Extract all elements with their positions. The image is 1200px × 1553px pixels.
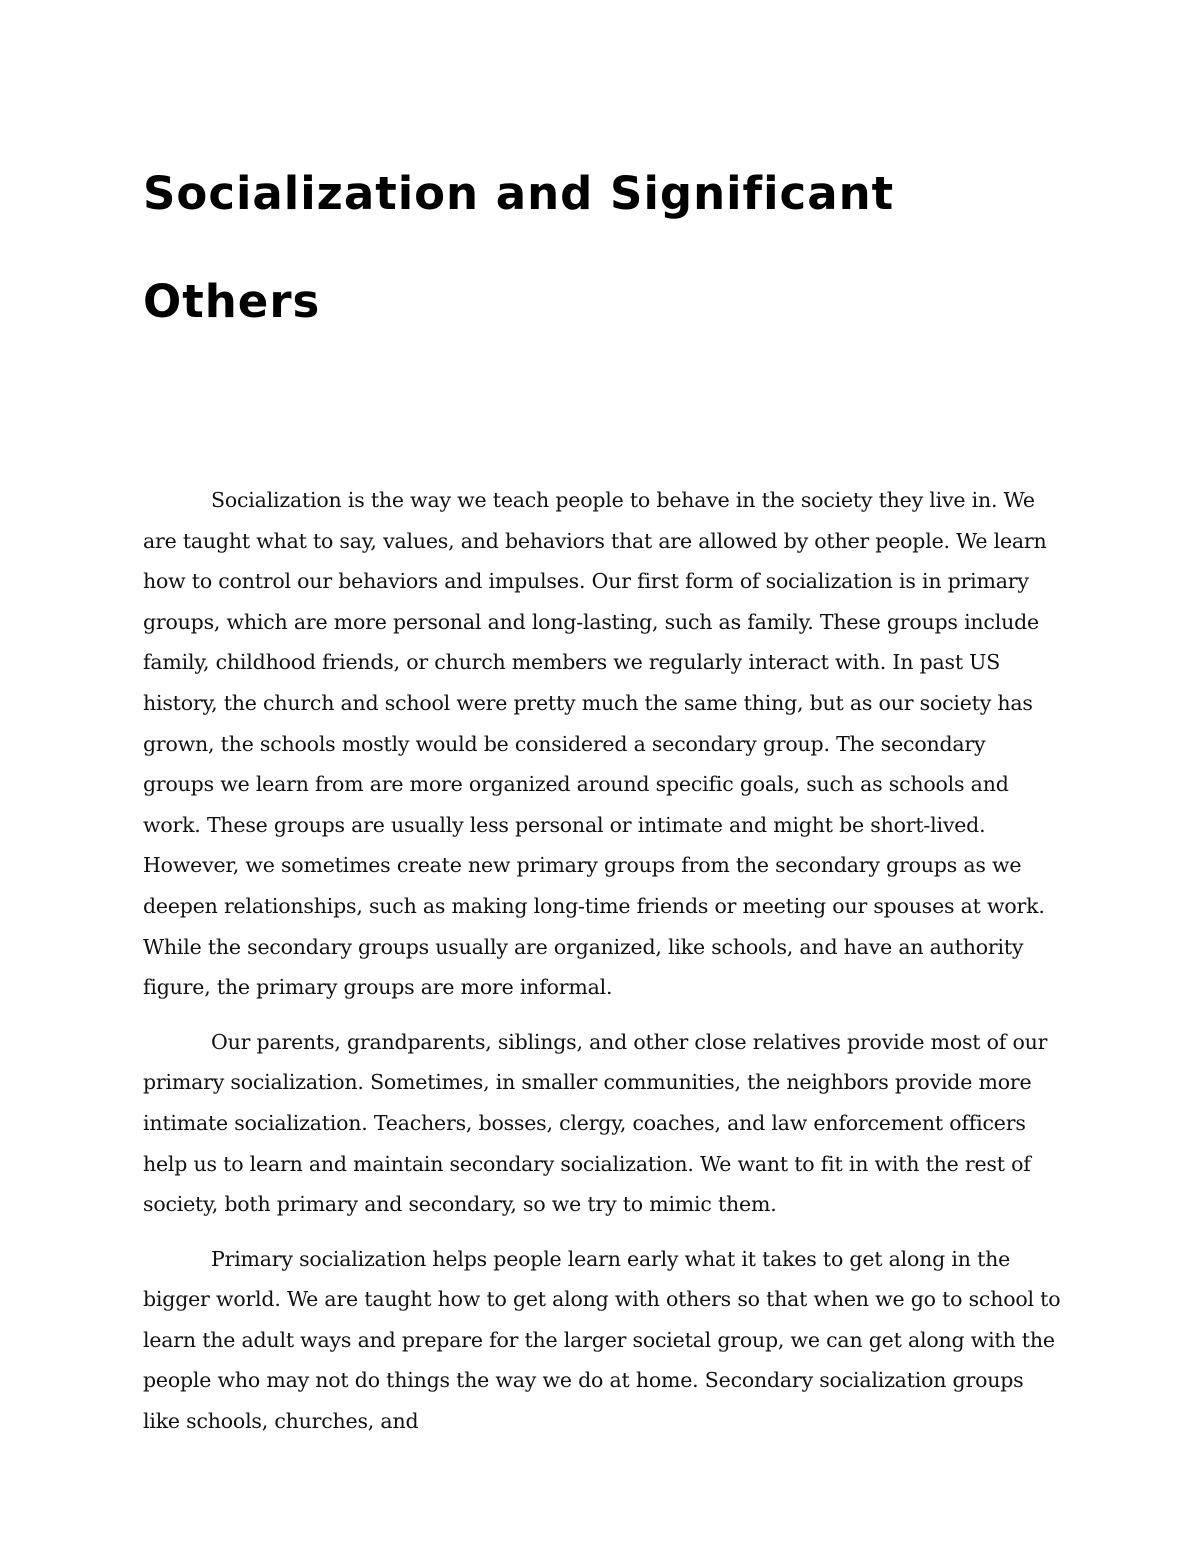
document-title: Socialization and Significant Others: [143, 167, 895, 328]
paragraph-1: Socialization is the way we teach people to behave in the society they live in. We are taught what to say, values, and behaviors that are allowed by other people. We learn how to control our behaviors and impulses. Our first form of socialization is in primary groups, which are more personal and long-lasting, such as family. These groups include family, childhood friends, or church members we regularly interact with. In past US history, the church and school were pretty much the same thing, but as our society has grown, the schools mostly would be considered a secondary group. The secondary groups we learn from are more organized around specific goals, such as schools and work. These groups are usually less personal or intimate and might be short-lived. However, we sometimes create new primary groups from the secondary groups as we deepen relationships, such as making long-time friends or meeting our spouses at work. While the secondary groups usually are organized, like schools, and have an authority figure, the primary groups are more informal.: [143, 488, 1047, 1000]
document-content: [143, 140, 1061, 1456]
paragraph-3: Primary socialization helps people learn early what it takes to get along in the bigger world. We are taught how to get along with others so that when we go to school to learn the adult ways and prepare for the larger societal group, we can get along with the people who may not do things the way we do at home. Secondary socialization groups like schools, churches, and: [143, 1246, 1061, 1434]
paragraph-2: Our parents, grandparents, siblings, and other close relatives provide most of our primary socialization. Sometimes, in smaller communities, the neighbors provide more intimate socialization. Teachers, bosses, clergy, coaches, and law enforcement officers help us to learn and maintain secondary socialization. We want to fit in with the rest of society, both primary and secondary, so we try to mimic them.: [143, 1029, 1048, 1217]
document-body: [143, 480, 1061, 1442]
